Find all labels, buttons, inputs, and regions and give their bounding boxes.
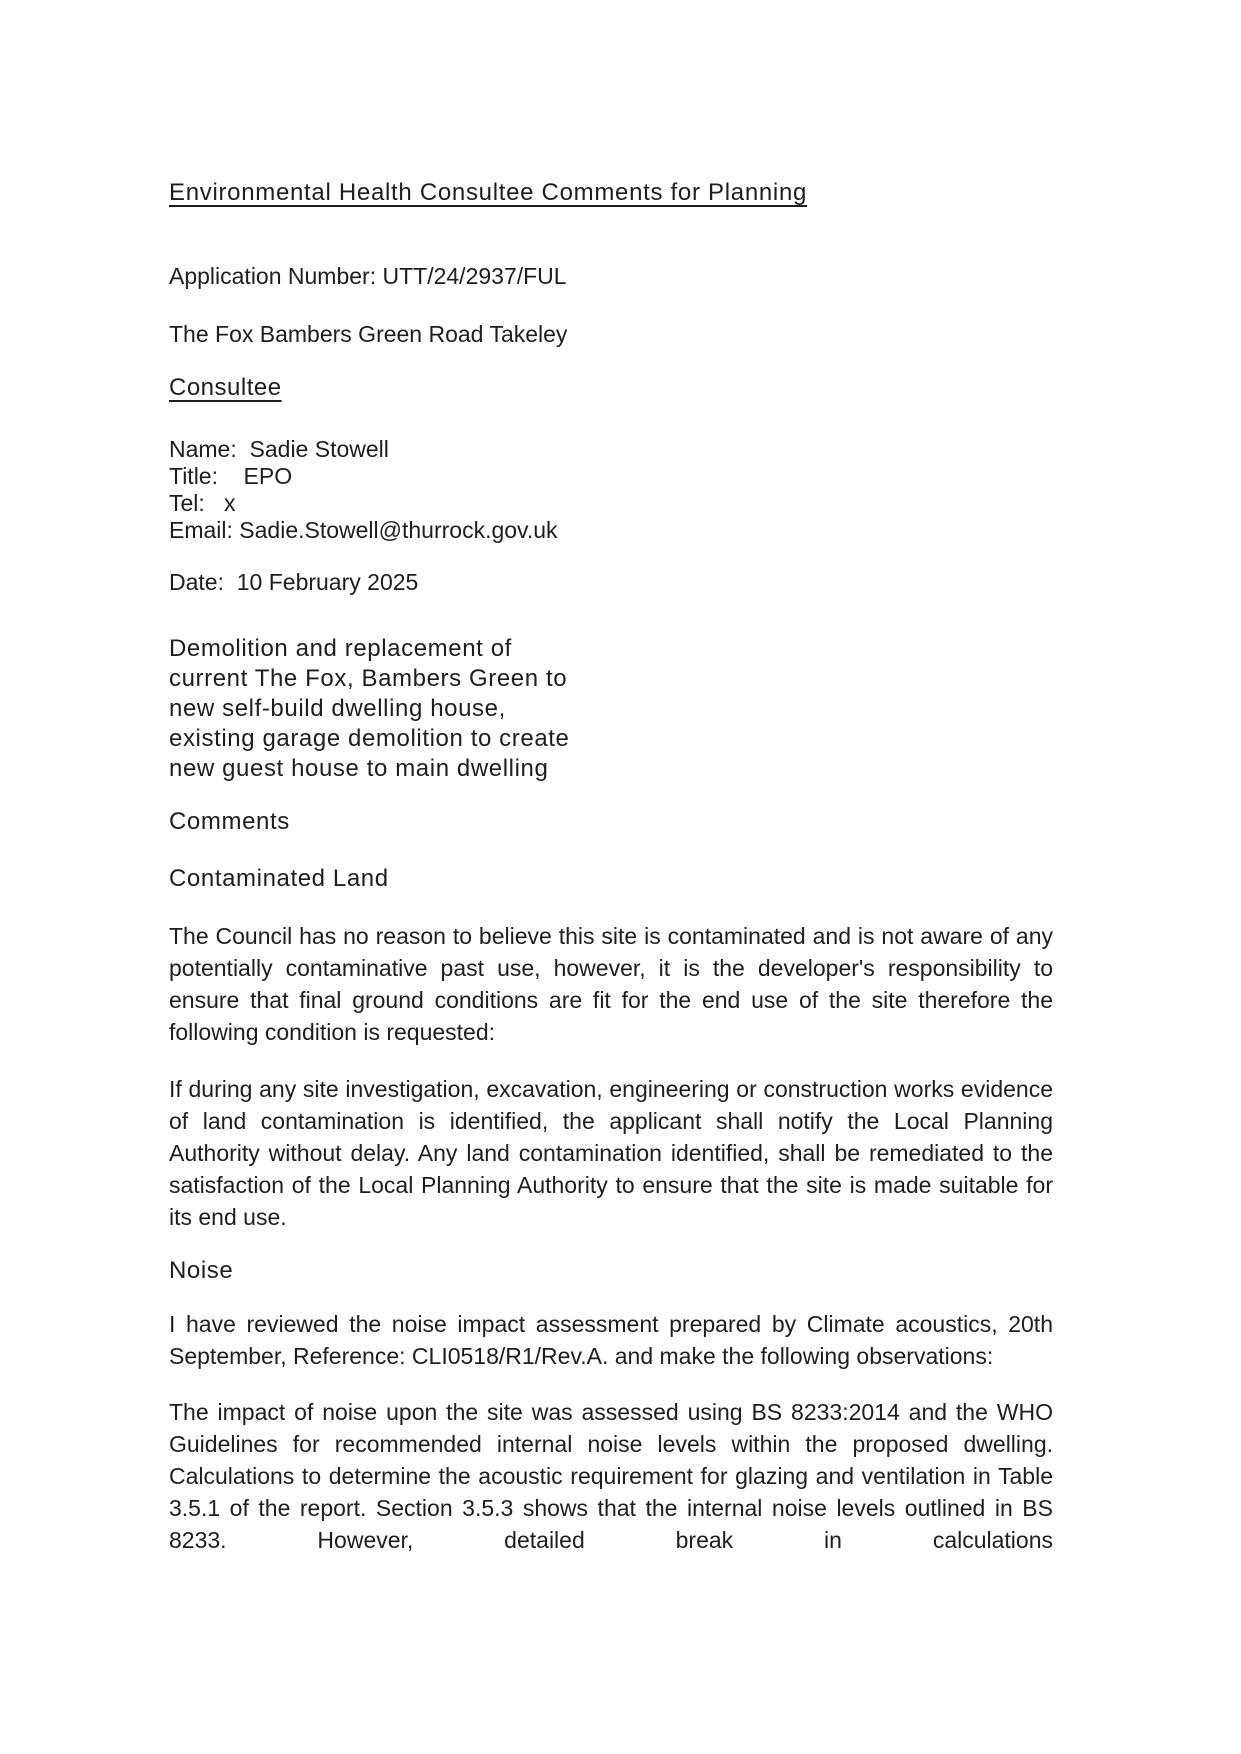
contaminated-land-paragraph-1: The Council has no reason to believe this site is contaminated and is not aware of any potentially contaminative past use, however, it is the developer's responsibility to ensure that final ground conditions are fit for the end use of the site therefore the following condition is requested: bbox=[169, 923, 1053, 1045]
consultee-title-line: Title: EPO bbox=[169, 463, 293, 489]
noise-heading: Noise bbox=[169, 1257, 234, 1284]
noise-paragraph-1: I have reviewed the noise impact assessment prepared by Climate acoustics, 20th September, Reference: CLI0518/R1/Rev.A. and make the following observations: bbox=[169, 1311, 1053, 1369]
application-number-line: Application Number: UTT/24/2937/FUL bbox=[169, 263, 567, 289]
document-title: Environmental Health Consultee Comments for Planning bbox=[169, 179, 808, 206]
consultee-email-line: Email: Sadie.Stowell@thurrock.gov.uk bbox=[169, 517, 558, 543]
contaminated-land-paragraph-2: If during any site investigation, excavation, engineering or construction works evidence of land contamination is identified, the applicant shall notify the Local Planning Authority without delay. Any land contamination identified, shall be remediated to the satisfaction of the Local Planning Authority to ensure that the site is made suitable for its end use. bbox=[169, 1076, 1053, 1230]
date-line: Date: 10 February 2025 bbox=[169, 569, 419, 595]
proposal-line: new self-build dwelling house, bbox=[169, 695, 506, 722]
contaminated-land-heading: Contaminated Land bbox=[169, 865, 389, 892]
proposal-line: new guest house to main dwelling bbox=[169, 755, 549, 782]
consultee-name-line: Name: Sadie Stowell bbox=[169, 436, 389, 462]
comments-heading: Comments bbox=[169, 808, 290, 835]
consultee-tel-line: Tel: x bbox=[169, 490, 236, 516]
proposal-line: Demolition and replacement of bbox=[169, 635, 512, 662]
noise-paragraph-2: The impact of noise upon the site was assessed using BS 8233:2014 and the WHO Guidelines for recommended internal noise levels within the proposed dwelling. Calculations to determine the acoustic requirement for glazing and ventilation in Table 3.5.1 of the report. Section 3.5.3 shows that the internal noise levels outlined in BS 8233. However, detailed break in calculations bbox=[169, 1399, 1053, 1553]
consultee-heading: Consultee bbox=[169, 374, 282, 401]
proposal-description-block bbox=[169, 634, 1053, 784]
proposal-line: current The Fox, Bambers Green to bbox=[169, 665, 568, 692]
proposal-line: existing garage demolition to create bbox=[169, 725, 570, 752]
consultee-details-block bbox=[169, 436, 1053, 544]
site-address-line: The Fox Bambers Green Road Takeley bbox=[169, 321, 568, 347]
